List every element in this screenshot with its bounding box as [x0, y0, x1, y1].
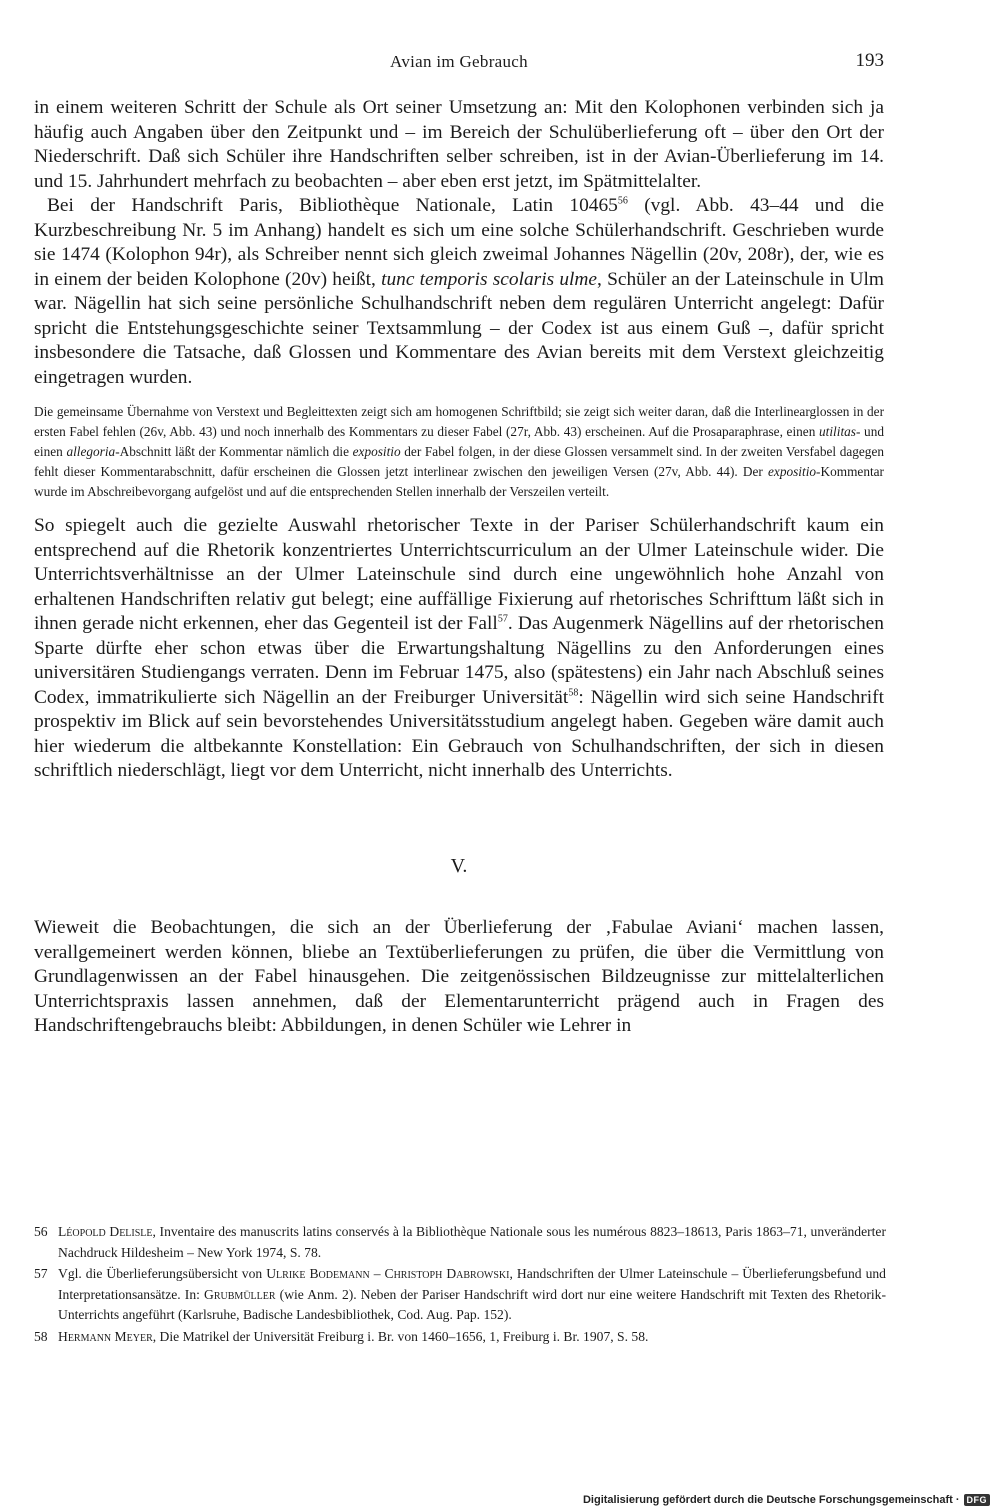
credit-text: Digitalisierung gefördert durch die Deutsche Forschungsgemeinschaft ·: [582, 1494, 960, 1506]
main-text: [34, 96, 884, 1039]
paragraph-4: Wieweit die Beobachtungen, die sich an der Überlieferung der ‚Fabulae Aviani‘ machen lassen, verallgemeinert werden können, bliebe an Textüberlieferungen zu prüfen, die über die Vermittlung von Grundlagenwissen an der Fabel hinausgehen. Die zeitgenössischen Bildzeugnisse zur mittelalterlichen Unterrichtspraxis lassen annehmen, daß der Elementarunterricht prägend auch in Fragen des Handschriftengebrauchs bleibt: Abbildungen, in denen Schüler wie Lehrer in: [34, 917, 884, 1036]
text-run: , Inventaire des manuscrits latins conservés à la Bibliothèque Nationale sous les numérous 8823–18613, Paris 1863–71, unveränderter Nachdruck Hildesheim – New York 1974, S. 78.: [58, 1224, 886, 1260]
author-name: Léopold Delisle: [58, 1224, 153, 1239]
text-run: und einen: [34, 424, 884, 459]
footnote-text: [58, 1222, 886, 1263]
author-name: Christoph Dabrowski: [384, 1266, 510, 1281]
text-run: Vgl. die Überlieferungsübersicht von: [58, 1266, 267, 1281]
text-run: : Nägellin wird sich seine Handschrift prospektiv im Blick auf sein bevorstehendes Universitätsstudium angelegt haben. Gegeben wäre damit auch hier wiederum die altbekannte Konstellation: Ein Gebrauch von Schulhandschriften, der sich in diesen schriftlich niederschlägt, liegt vor dem Unterricht, nicht innerhalb des Unterrichts.: [34, 686, 884, 781]
paragraph-1: in einem weiteren Schritt der Schule als Ort seiner Umsetzung an: Mit den Kolophonen verbinden sich ja häufig auch Angaben über den Zeitpunkt und – im Bereich der Schulüberlieferung oft – über den Ort der Niederschrift. Daß sich Schüler ihre Handschriften selber schreiben, ist in der Avian-Überlieferung im 14. und 15. Jahrhundert mehrfach zu beobachten – aber eben erst jetzt, im Spätmittelalter.: [34, 97, 884, 192]
text-run: , Die Matrikel der Universität Freiburg i. Br. von 1460–1656, 1, Freiburg i. Br. 1907, S. 58.: [152, 1328, 649, 1344]
section-heading: V.: [450, 854, 468, 877]
footnote-ref-57: 57: [497, 613, 508, 625]
page-number: 193: [855, 50, 884, 71]
latin-term: expositio: [352, 444, 401, 459]
text-run: -Abschnitt läßt der Kommentar nämlich die: [115, 444, 353, 459]
latin-quote: tunc temporis scolaris ulme: [381, 268, 598, 290]
text-run: , Schüler an der Lateinschule in Ulm war. Nägellin hat sich seine persönliche Schulhandschrift neben dem regulären Unterricht angelegt: Dafür spricht die Entstehungsgeschichte seiner Textsammlung – der Codex ist aus einem Guß –, dafür spricht insbesondere die Tatsache, daß Glossen und Kommentare des Avian bereits mit dem Verstext gleichzeitig eingetragen wurden.: [34, 268, 884, 388]
text-run: . Das Augenmerk Nägellins auf der rhetorischen Sparte dürfte eher schon etwas über die Erwartungshaltung Nägellins zu den Anforderungen eines universitären Studiengangs verraten. Denn im Februar 1475, also (spätestens) ein Jahr nach Abschluß seines Codex, immatrikulierte sich Nägellin an der Freiburger Universität: [34, 613, 884, 708]
paragraph-2: [34, 194, 884, 390]
footnote-ref-58: 58: [568, 687, 579, 699]
footnote-57: [34, 1264, 886, 1326]
text-run: (vgl. Abb. 43–44 und die Kurzbeschreibung Nr. 5 im Anhang) handelt es sich um eine solche Schülerhandschrift. Geschrieben wurde sie 1474 (Kolophon 94r), als Schreiber nennt sich gleich zweimal Johannes Nägellin (20v, 208r), der, wie es in einem der beiden Kolophone (20v) heißt,: [34, 195, 884, 290]
text-run: der Fabel folgen, in der diese Glossen versammelt sind. In der zweiten Versfabel dagegen fehlt dieser Kommentarabschnitt, dafür erscheinen die Glossen jetzt interlinear zwischen den jeweiligen Versen (27v, Abb. 44). Der: [34, 444, 884, 479]
text-run: (wie Anm. 2). Neben der Pariser Handschrift wird dort nur eine weitere Handschrift mit Texten des Rhetorik-Unterrichts angeführt (Karlsruhe, Badische Landesbibliothek, Cod. Aug. Pap. 152).: [58, 1286, 886, 1322]
text-run: -Kommentar wurde im Abschreibevorgang aufgelöst und auf die entsprechenden Stellen innerhalb der Verszeilen verteilt.: [34, 464, 884, 499]
paragraph-3: [34, 514, 884, 784]
footnote-number: 56: [34, 1224, 48, 1239]
author-name: Ulrike Bodemann: [266, 1266, 370, 1281]
footnote-ref-56: 56: [617, 195, 628, 207]
digitization-credit: [583, 1494, 990, 1506]
small-print-excursus: [34, 402, 884, 502]
text-run: –: [369, 1266, 385, 1281]
author-name: Hermann Meyer: [58, 1328, 153, 1344]
dfg-logo-icon: DFG: [964, 1494, 991, 1506]
footnote-number: 58: [34, 1328, 48, 1344]
latin-term: utilitas-: [819, 424, 861, 439]
footnote-text: [58, 1327, 886, 1348]
running-title: Avian im Gebrauch: [390, 52, 528, 71]
footnote-text: [58, 1264, 886, 1326]
footnote-56: [34, 1222, 886, 1263]
latin-term: allegoria: [66, 444, 116, 459]
footnote-58: [34, 1327, 886, 1348]
footnotes: [34, 1222, 886, 1348]
text-run: , Handschriften der Ulmer Lateinschule – Überlieferungsbefund und Interpretationsansätze. In:: [58, 1266, 886, 1302]
text-run: Die gemeinsame Übernahme von Verstext und Begleittexten zeigt sich am homogenen Schriftbild; sie zeigt sich weiter daran, daß die Interlinearglossen in der ersten Fabel fehlen (26v, Abb. 43) und noch innerhalb des Kommentars zu dieser Fabel (27r, Abb. 43) erscheinen. Auf die Prosaparaphrase, einen: [34, 404, 884, 439]
text-run: Bei der Handschrift Paris, Bibliothèque Nationale, Latin 10465: [47, 195, 618, 216]
author-name: Grubmüller: [204, 1286, 276, 1302]
text-run: So spiegelt auch die gezielte Auswahl rhetorischer Texte in der Pariser Schülerhandschrift kaum ein entsprechend auf die Rhetorik konzentriertes Unterrichtscurriculum an der Ulmer Lateinschule wider. Die Unterrichtsverhältnisse an der Ulmer Lateinschule sind durch eine ungewöhnlich hohe Anzahl von erhaltenen Handschriften relativ gut belegt; eine auffällige Fixierung auf rhetorisches Schrifttum läßt sich in ihnen gerade nicht erkennen, eher das Gegenteil ist der Fall: [34, 515, 884, 634]
footnote-number: 57: [34, 1266, 48, 1281]
latin-term: expositio: [768, 464, 817, 479]
